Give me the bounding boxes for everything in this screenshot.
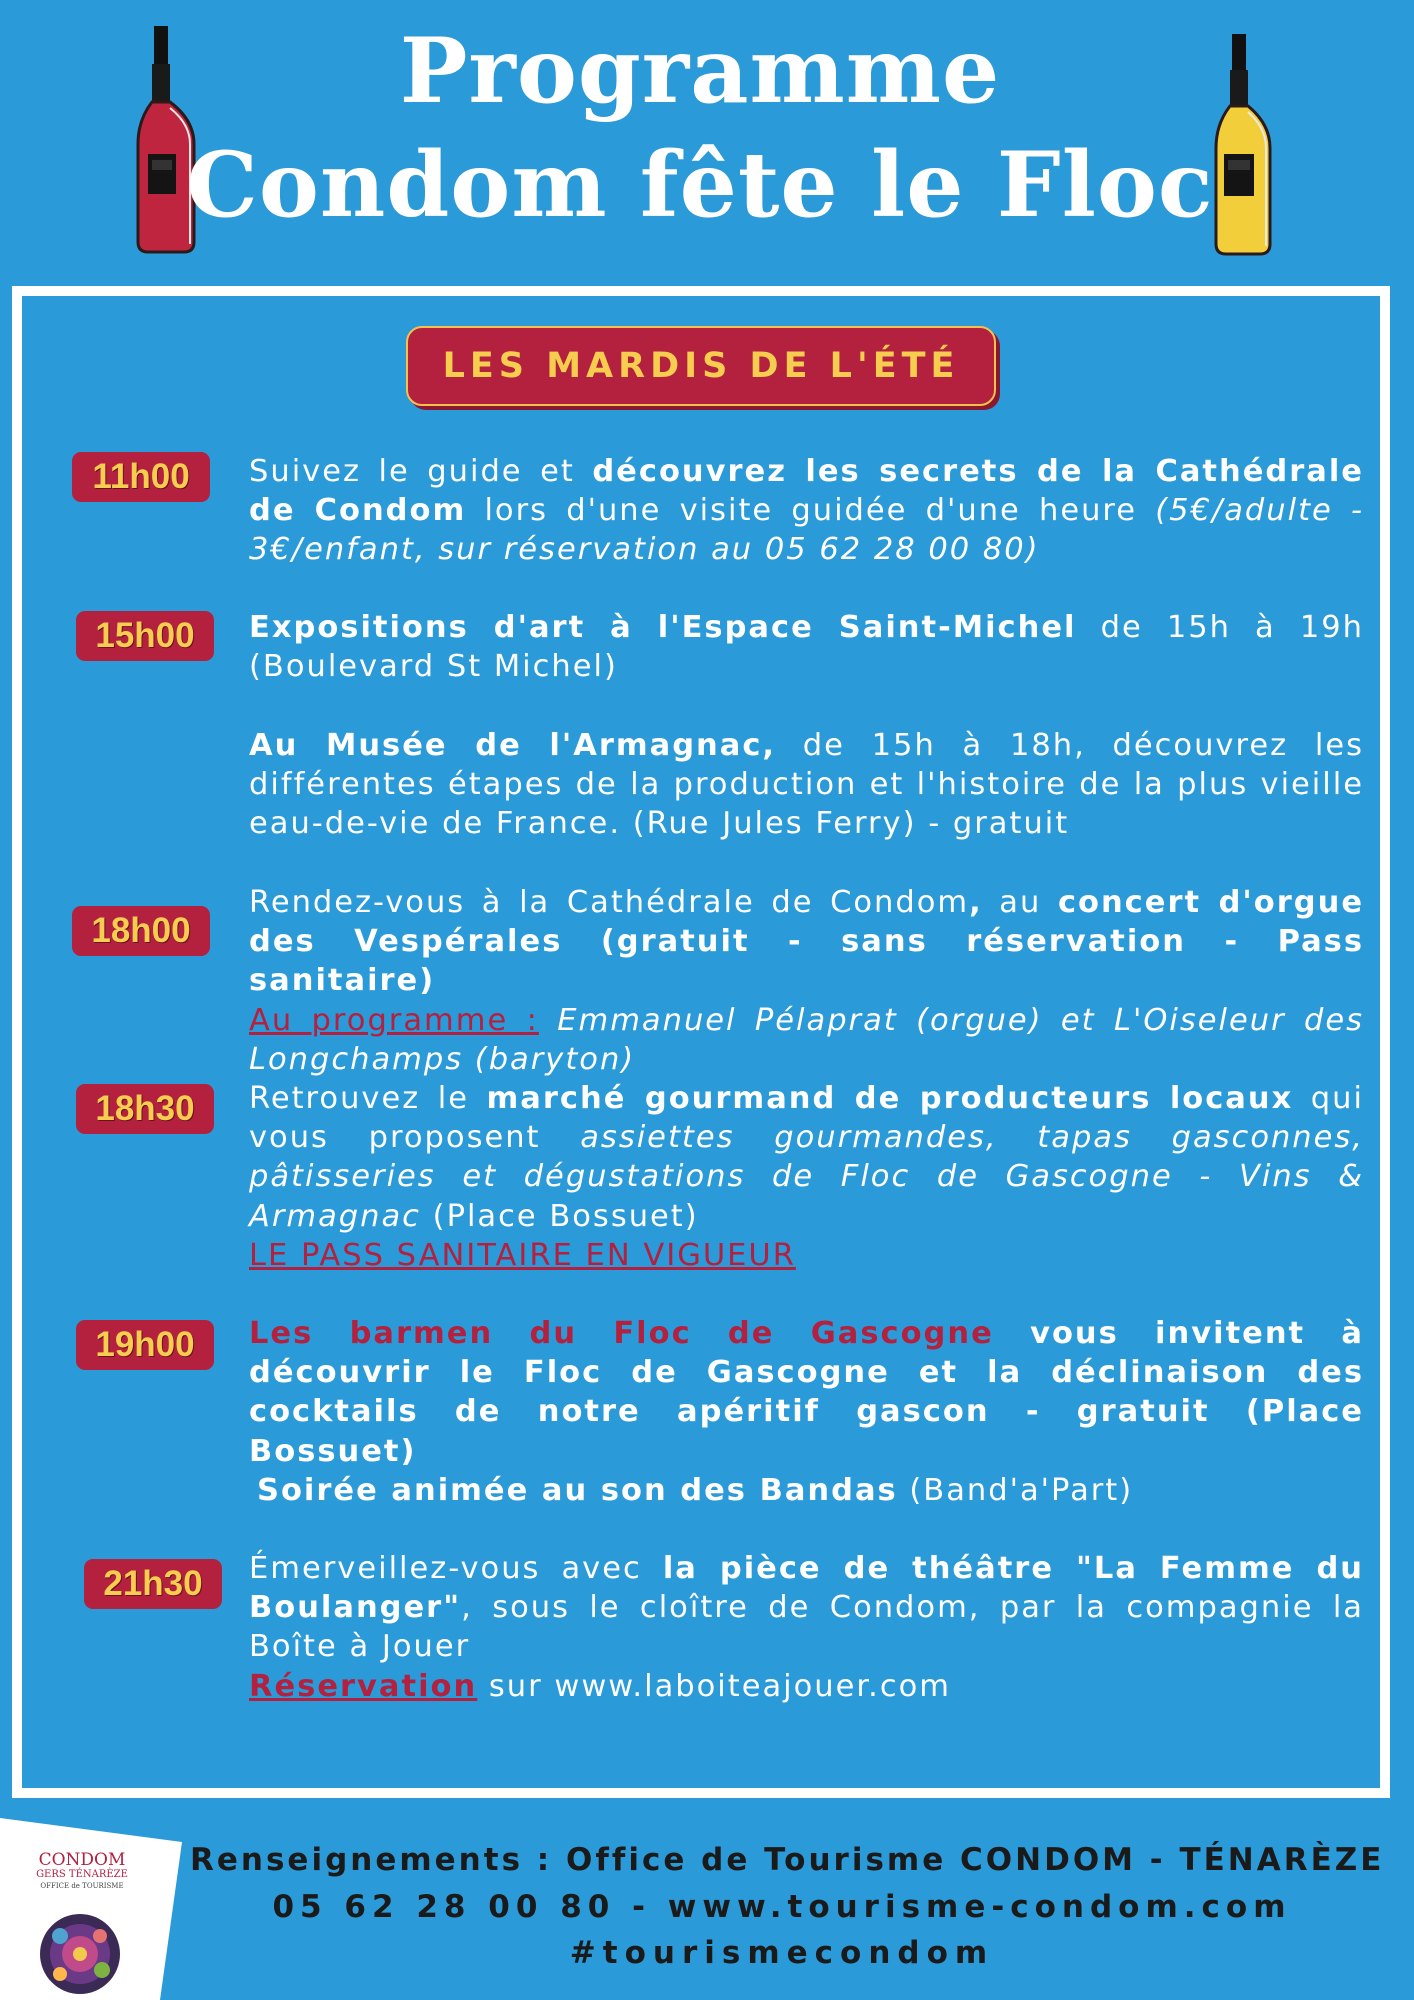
tourism-office-logo [0, 1818, 190, 2000]
event-cathedral-visit: Suivez le guide et découvrez les secrets de la Cathédrale de Condom lors d'une visite guidée d'une heure (5€/adulte - 3€/enfant, sur réservation au 05 62 28 00 80) [249, 454, 1365, 568]
footer-info-line: Renseignements : Office de Tourisme CONDOM - TÉNARÈZE [190, 1842, 1385, 1878]
reservation-link[interactable]: Réservation [249, 1668, 478, 1704]
event-gourmet-market: Retrouvez le marché gourmand de producteurs locaux qui vous proposent assiettes gourmandes, tapas gasconnes, pâtisseries et dégustations de Floc de Gascogne - Vins & Armagnac (Place Bossuet) LE PASS SANITAIRE EN VIGUEUR [249, 1081, 1364, 1273]
time-badge-19h00: 19h00 [76, 1320, 214, 1370]
event-organ-concert: Rendez-vous à la Cathédrale de Condom, au concert d'orgue des Vespérales (gratuit - sans réservation - Pass sanitaire) Au programme : Emmanuel Pélaprat (orgue) et L'Oiseleur des Longchamps (baryton) [249, 885, 1365, 1077]
section-banner: LES MARDIS DE L'ÉTÉ [406, 326, 996, 406]
title-line-1: Programme [399, 18, 1001, 124]
footer-contact-line: 05 62 28 00 80 - www.tourisme-condom.com [272, 1889, 1292, 1925]
logo-wordmark: CONDOM GERS TÉNARÈZE OFFICE de TOURISME [36, 1850, 128, 1890]
time-badge-15h00: 15h00 [76, 611, 214, 661]
event-bandas-evening: Soirée animée au son des Bandas (Band'a'Part) [257, 1473, 1134, 1508]
event-theatre-play: Émerveillez-vous avec la pièce de théâtre "La Femme du Boulanger", sous le cloître de Condom, par la compagnie la Boîte à Jouer Réservation sur www.laboiteajouer.com [249, 1551, 1364, 1704]
title-line-2: Condom fête le Floc [186, 132, 1214, 238]
programme-link[interactable]: Au programme [249, 1002, 527, 1038]
pass-sanitaire-notice: LE PASS SANITAIRE EN VIGUEUR [249, 1237, 796, 1273]
time-badge-11h00: 11h00 [72, 452, 210, 502]
time-badge-21h30: 21h30 [84, 1559, 222, 1609]
time-badge-18h30: 18h30 [76, 1084, 214, 1134]
event-armagnac-museum: Au Musée de l'Armagnac, de 15h à 18h, découvrez les différentes étapes de la production et l'histoire de la plus vieille eau-de-vie de France. (Rue Jules Ferry) - gratuit [249, 728, 1364, 842]
footer-hashtag: #tourismecondom [569, 1935, 995, 1971]
event-floc-barmen: Les barmen du Floc de Gascogne vous invitent à découvrir le Floc de Gascogne et la déclinaison des cocktails de notre apéritif gascon - gratuit (Place Bossuet) [249, 1316, 1364, 1469]
event-art-exhibitions: Expositions d'art à l'Espace Saint-Michel de 15h à 19h (Boulevard St Michel) [249, 610, 1364, 685]
page-title [180, 14, 1220, 242]
time-badge-18h00: 18h00 [72, 906, 210, 956]
